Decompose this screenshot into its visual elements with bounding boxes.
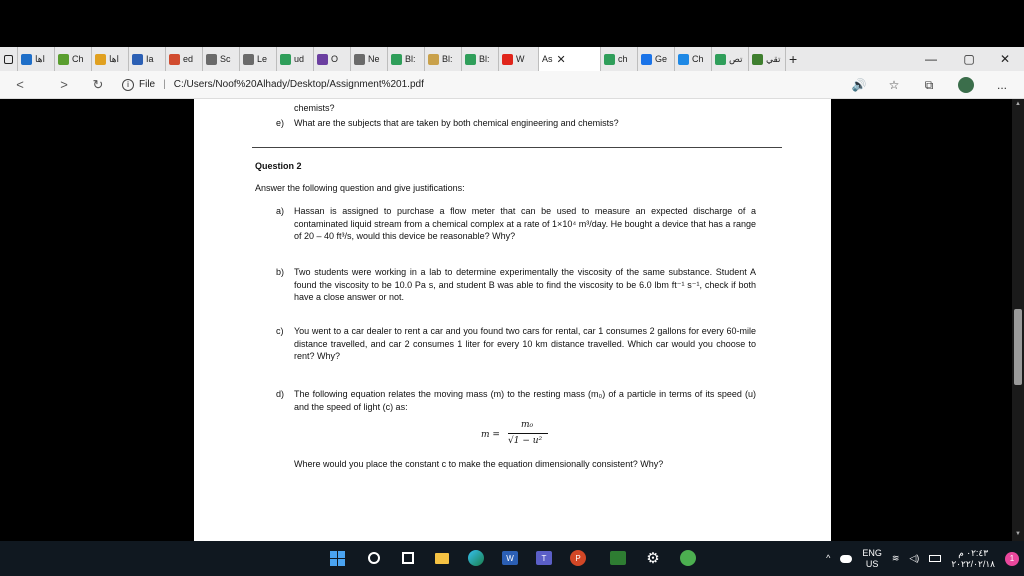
url-separator: | — [163, 79, 166, 90]
file-explorer-button[interactable] — [432, 548, 452, 568]
question-c-label: c) — [276, 326, 284, 336]
tab-19[interactable] — [749, 47, 786, 71]
tab-10[interactable] — [388, 47, 425, 71]
calendar-button[interactable] — [608, 548, 628, 568]
tab-label: Ne — [368, 54, 380, 64]
question-d-label: d) — [276, 389, 285, 399]
search-icon — [368, 552, 380, 564]
minimize-button[interactable]: — — [925, 52, 937, 66]
clock-date: ٢٠٢٢/٠٢/١٨ — [951, 558, 995, 569]
tab-label: Ch — [692, 54, 704, 64]
tab-label: اها — [35, 53, 45, 64]
profile-button[interactable] — [952, 71, 980, 99]
tab-bar — [0, 47, 1024, 71]
collections-icon: ⧉ — [924, 77, 934, 92]
tab-label: As — [542, 54, 553, 64]
tab-favicon-icon — [678, 54, 689, 65]
tab-favicon-icon — [641, 54, 652, 65]
refresh-icon: ↻ — [92, 76, 104, 92]
equation-denominator: √1 − u² — [508, 436, 543, 446]
question-d-followup: Where would you place the constant c to make the equation dimensionally consistent? Why? — [294, 459, 664, 469]
tab-label: تقي — [766, 53, 781, 64]
settings-button[interactable] — [643, 548, 663, 568]
tab-favicon-icon — [206, 54, 217, 65]
search-button[interactable] — [364, 548, 384, 568]
tab-5[interactable] — [203, 47, 240, 71]
volume-icon[interactable]: ◁) — [909, 553, 920, 563]
close-window-button[interactable]: ✕ — [999, 52, 1011, 66]
battery-icon[interactable] — [929, 555, 941, 562]
tab-14[interactable] — [539, 47, 601, 71]
forward-button[interactable] — [50, 71, 78, 99]
tab-label: Bl: — [405, 54, 416, 64]
collections-button[interactable] — [915, 71, 943, 99]
edge-button[interactable] — [466, 548, 486, 568]
tab-13[interactable] — [499, 47, 539, 71]
tab-0[interactable] — [18, 47, 55, 71]
url-scheme-label: File — [139, 79, 156, 90]
clock[interactable] — [951, 548, 995, 570]
tab-label: ch — [618, 54, 628, 64]
cloud-icon[interactable] — [840, 555, 852, 563]
tab-label: Ia — [146, 54, 154, 64]
tab-label: W — [516, 54, 525, 64]
question-a-label: a) — [276, 206, 285, 216]
forward-icon: > — [60, 77, 68, 92]
word-icon: W — [502, 551, 518, 565]
tab-label: تص — [729, 53, 743, 64]
tab-17[interactable] — [675, 47, 712, 71]
tab-18[interactable] — [712, 47, 749, 71]
section-divider — [252, 147, 782, 148]
tab-4[interactable] — [166, 47, 203, 71]
tab-3[interactable] — [129, 47, 166, 71]
language-top: ENG — [862, 547, 882, 558]
wifi-icon[interactable]: ≋ — [891, 553, 900, 563]
favorites-button[interactable] — [880, 71, 908, 99]
question-2-title: Question 2 — [255, 161, 302, 171]
back-button[interactable] — [6, 71, 34, 99]
powerpoint-icon: P — [570, 550, 586, 566]
pdf-page — [194, 99, 831, 541]
tab-16[interactable] — [638, 47, 675, 71]
tab-8[interactable] — [314, 47, 351, 71]
tab-actions-icon — [4, 55, 13, 64]
url-field[interactable] — [122, 74, 424, 96]
question-e-text: What are the subjects that are taken by both chemical engineering and chemists? — [294, 118, 619, 128]
tab-favicon-icon — [354, 54, 365, 65]
tab-7[interactable] — [277, 47, 314, 71]
tab-1[interactable] — [55, 47, 92, 71]
question-d-text: The following equation relates the moving mass (m) to the resting mass (m₀) of a particle in terms of its speed (u) and the speed of light (c) as: — [294, 389, 756, 412]
settings-more-button[interactable] — [988, 71, 1016, 99]
edge-icon — [468, 550, 484, 566]
avatar — [958, 77, 974, 93]
tab-label: Bl: — [442, 54, 453, 64]
equation-fraction-bar — [508, 433, 548, 434]
tab-label: اها — [109, 53, 119, 64]
tab-favicon-icon — [604, 54, 615, 65]
tab-favicon-icon — [715, 54, 726, 65]
calendar-icon — [610, 551, 626, 565]
tab-label: Ge — [655, 54, 668, 64]
tab-favicon-icon — [752, 54, 763, 65]
show-hidden-icons-button[interactable]: ^ — [826, 553, 831, 563]
teams-button[interactable] — [534, 548, 554, 568]
scrollbar[interactable] — [1012, 99, 1024, 541]
language-indicator[interactable] — [862, 548, 882, 570]
read-aloud-icon: 🔊 — [851, 78, 867, 92]
continued-question-text: chemists? — [294, 103, 335, 113]
tab-6[interactable] — [240, 47, 277, 71]
globe-icon — [680, 550, 696, 566]
read-aloud-button[interactable] — [845, 71, 873, 99]
system-tray — [821, 541, 1024, 576]
tab-favicon-icon — [58, 54, 69, 65]
tab-label: Bl: — [479, 54, 490, 64]
tab-favicon-icon — [317, 54, 328, 65]
task-view-icon — [402, 552, 414, 564]
folder-icon — [435, 553, 449, 564]
new-tab-button[interactable]: + — [789, 51, 798, 67]
task-view-button[interactable] — [398, 548, 418, 568]
globe-app-button[interactable] — [678, 548, 698, 568]
equation-numerator: m₀ — [521, 420, 534, 430]
tab-11[interactable] — [425, 47, 462, 71]
windows-icon — [330, 551, 345, 566]
tab-favicon-icon — [21, 54, 32, 65]
top-black-strip — [0, 0, 1024, 47]
tab-favicon-icon — [502, 54, 513, 65]
info-icon[interactable]: i — [122, 79, 134, 91]
pdf-viewer — [0, 99, 1024, 541]
url-text: C:/Users/Noof%20Alhady/Desktop/Assignment%201.pdf — [173, 79, 424, 90]
tab-favicon-icon — [132, 54, 143, 65]
equation-lhs: m = — [481, 430, 500, 440]
tab-label: Ch — [72, 54, 84, 64]
scroll-down-icon[interactable]: ▼ — [1015, 531, 1021, 537]
tab-favicon-icon — [465, 54, 476, 65]
tab-favicon-icon — [428, 54, 439, 65]
scroll-up-icon[interactable]: ▲ — [1015, 101, 1021, 107]
question-a-text: Hassan is assigned to purchase a flow meter that can be used to measure an expected discharge of a contaminated liquid stream from a chemical complex at a rate of 1×10⁴ m³/day. He bought a device that has a range of 20 – 40 ft³/s, would this device be reasonable? Why? — [294, 206, 756, 241]
tab-favicon-icon — [95, 54, 106, 65]
maximize-button[interactable]: ▢ — [963, 52, 975, 66]
word-button[interactable] — [500, 548, 520, 568]
tab-actions-button[interactable] — [0, 47, 18, 71]
tab-favicon-icon — [243, 54, 254, 65]
tab-label: Sc — [220, 54, 231, 64]
tab-label: Le — [257, 54, 268, 64]
notification-badge[interactable]: 1 — [1005, 552, 1019, 566]
tab-9[interactable] — [351, 47, 388, 71]
scroll-thumb[interactable] — [1014, 309, 1022, 385]
teams-icon: T — [536, 551, 552, 565]
tab-label: O — [331, 54, 339, 64]
tab-favicon-icon — [391, 54, 402, 65]
question-2-intro: Answer the following question and give justifications: — [255, 183, 465, 193]
favorites-icon: ☆ — [888, 78, 900, 92]
question-b-text: Two students were working in a lab to determine experimentally the viscosity of the same substance. Student A found the viscosity to be 10.0 Pa s, and student B was able to find the viscosity to be 6.0 lbm ft⁻¹ s⁻¹, check if both have a close answer or not. — [294, 267, 756, 302]
tab-15[interactable] — [601, 47, 638, 71]
tab-12[interactable] — [462, 47, 499, 71]
powerpoint-button[interactable] — [568, 548, 588, 568]
start-button[interactable] — [327, 548, 347, 568]
refresh-button[interactable] — [84, 71, 112, 99]
question-c-text: You went to a car dealer to rent a car and you found two cars for rental, car 1 consumes 2 gallons for every 60-mile distance travelled, and car 2 consumes 1 liter for every 10 km distance travelled. Which car would you choose to rent? Why? — [294, 326, 756, 361]
tab-2[interactable] — [92, 47, 129, 71]
back-icon: < — [16, 77, 24, 92]
tab-favicon-icon — [169, 54, 180, 65]
tab-label: ud — [294, 54, 305, 64]
tab-favicon-icon — [280, 54, 291, 65]
gear-icon: ⚙ — [646, 550, 660, 567]
more-icon: ... — [996, 78, 1007, 92]
address-bar — [0, 71, 1024, 99]
close-tab-icon[interactable]: ✕ — [556, 53, 566, 66]
question-e-label: e) — [276, 118, 285, 128]
tab-label: ed — [183, 54, 194, 64]
language-bottom: US — [865, 558, 879, 569]
question-b-label: b) — [276, 267, 285, 277]
clock-time: ٠٢:٤٣ م — [958, 547, 989, 558]
